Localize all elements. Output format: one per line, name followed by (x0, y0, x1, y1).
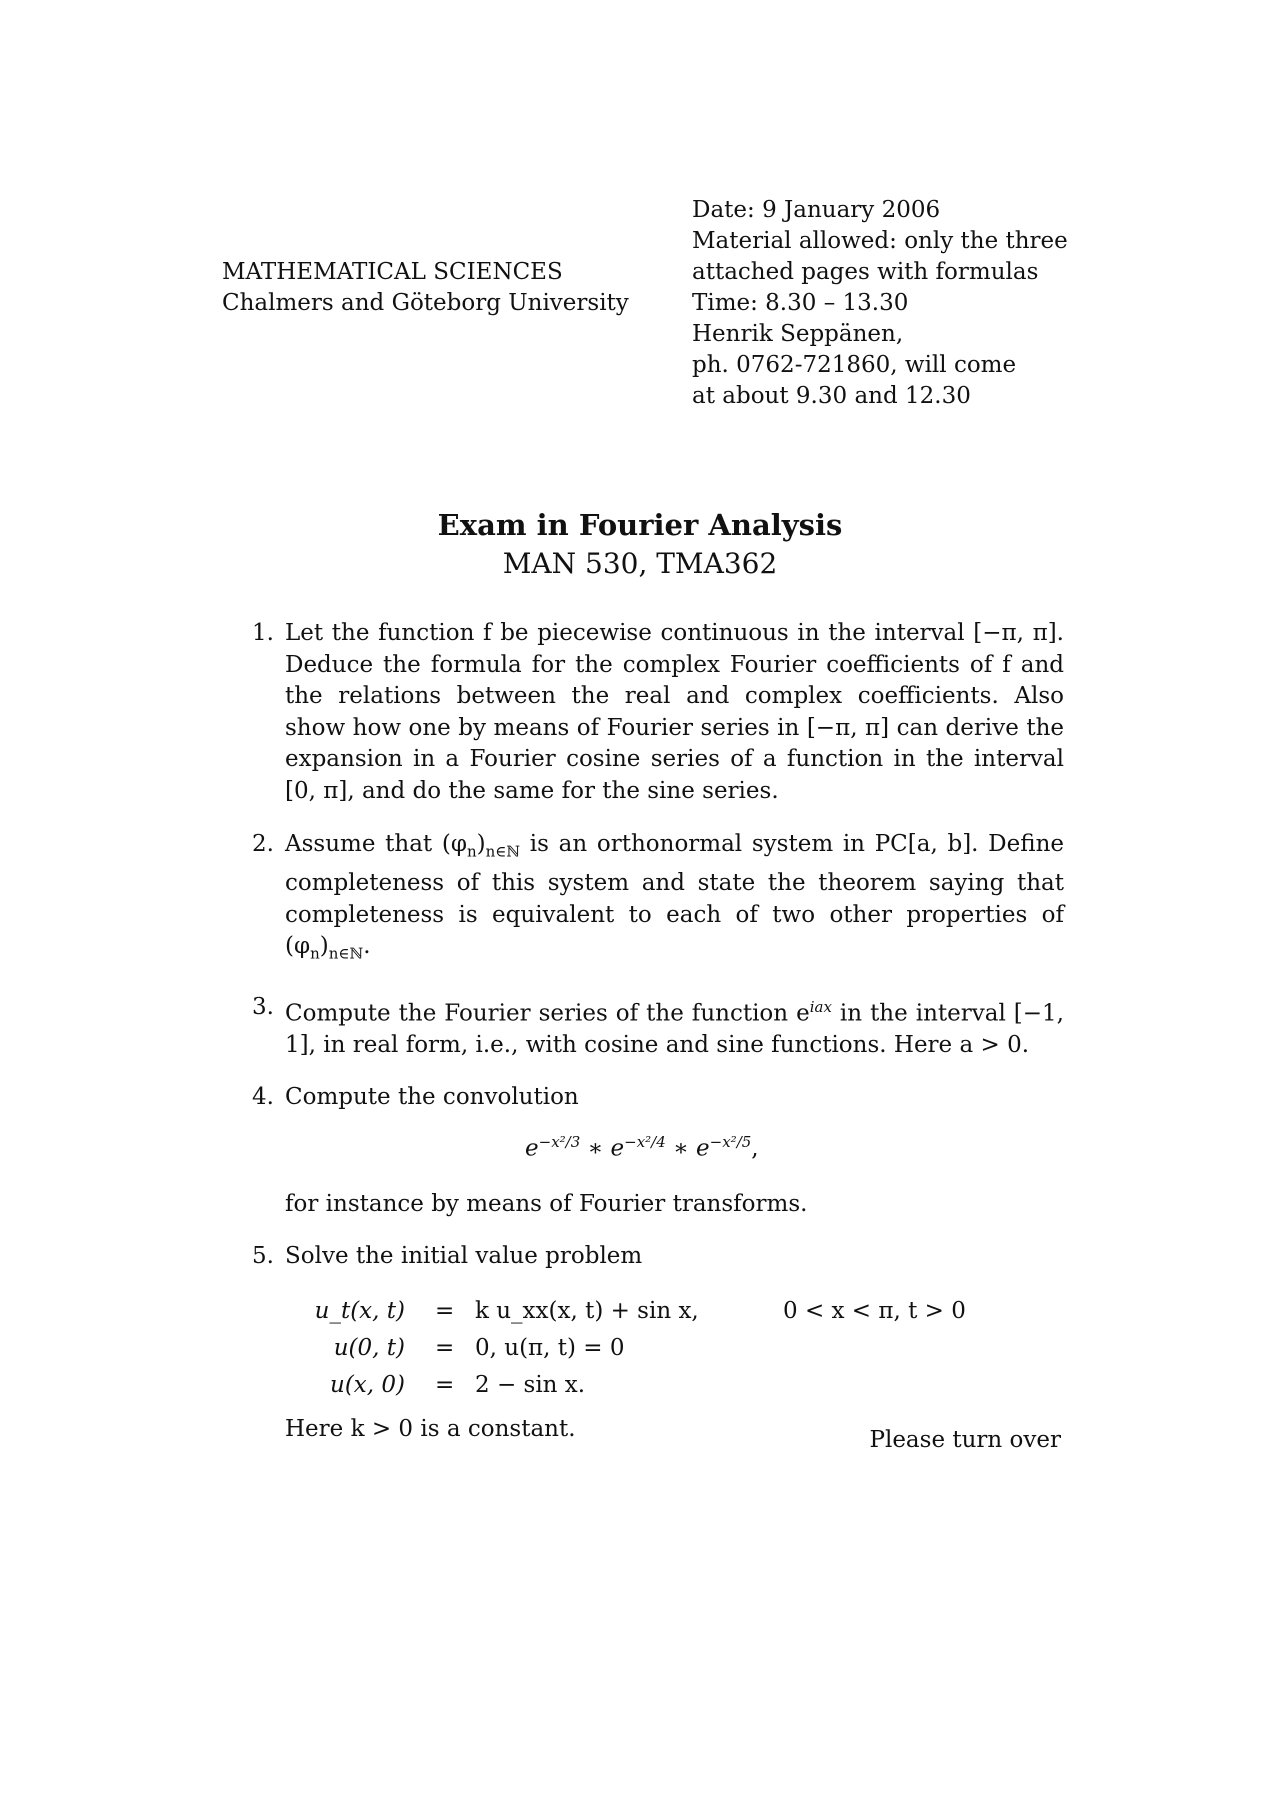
info-phone: ph. 0762-721860, will come (692, 352, 1017, 378)
course-codes: MAN 530, TMA362 (502, 547, 778, 580)
info-date: Date: 9 January 2006 (692, 197, 941, 223)
problem-2 (244, 829, 1064, 970)
info-material-cont: attached pages with formulas (692, 259, 1039, 285)
exam-title: Exam in Fourier Analysis (437, 508, 843, 542)
pde-row: u(0, t) = 0, u(π, t) = 0 (333, 1335, 625, 1362)
turn-over-note: Please turn over (869, 1427, 1061, 1453)
pde-system (285, 1278, 1064, 1408)
pde-row: u_t(x, t) = k u_xx(x, t) + sin x, 0 < x < π, t > 0 (314, 1298, 966, 1325)
problem-list (244, 618, 1064, 1446)
problem-number: 1. (252, 620, 274, 646)
problem-3 (244, 992, 1064, 1062)
convolution-formula: $e^{-x^2/3}$ ∗ $e^{-x^2/4}$ ∗ $e^{-x^2/5}$, (525, 1133, 759, 1162)
department-block (222, 257, 629, 319)
problem-number: 4. (252, 1083, 274, 1110)
problem-text: Compute the convolution (285, 1083, 579, 1110)
info-teacher: Henrik Seppänen, (692, 321, 904, 347)
problem-note: Here k > 0 is a constant. (285, 1416, 576, 1443)
problem-number: 5. (252, 1242, 274, 1269)
info-visit: at about 9.30 and 12.30 (692, 383, 971, 409)
problem-5 (244, 1241, 1064, 1446)
info-material: Material allowed: only the three (692, 228, 1068, 254)
problem-1 (244, 618, 1064, 807)
problem-text: Assume that $(\varphi_n)_{n\in ℕ}$ is an orthonormal system in PC[a, b]. Define completeness of this system and state the theorem saying that completeness is equivalent to each of two other properties of $(\varphi_n)_{n\in ℕ}$. (285, 831, 1064, 963)
info-time: Time: 8.30 – 13.30 (692, 290, 909, 316)
problem-text: Solve the initial value problem (285, 1242, 643, 1269)
problem-text-after: for instance by means of Fourier transforms. (285, 1191, 808, 1218)
problem-text: Let the function f be piecewise continuous in the interval [−π, π]. Deduce the formula for the complex Fourier coefficients of f and the relations between the real and complex coefficients. Also show how one by means of Fourier series in [−π, π] can derive the expansion in a Fourier cosine series of a function in the interval [0, π], and do the same for the sine series. (285, 620, 1064, 804)
problem-text: Compute the Fourier series of the function $e^{iax}$ in the interval [−1, 1], in real form, i.e., with cosine and sine functions. Here a > 0. (285, 998, 1064, 1059)
university-name: Chalmers and Göteborg University (222, 290, 629, 316)
pde-row: u(x, 0) = 2 − sin x. (330, 1372, 586, 1399)
problem-number: 3. (252, 994, 274, 1021)
problem-number: 2. (252, 831, 274, 857)
title-block (0, 505, 1280, 583)
exam-info-block (692, 195, 1068, 412)
problem-4 (244, 1082, 1064, 1221)
department-name: MATHEMATICAL SCIENCES (222, 259, 563, 285)
